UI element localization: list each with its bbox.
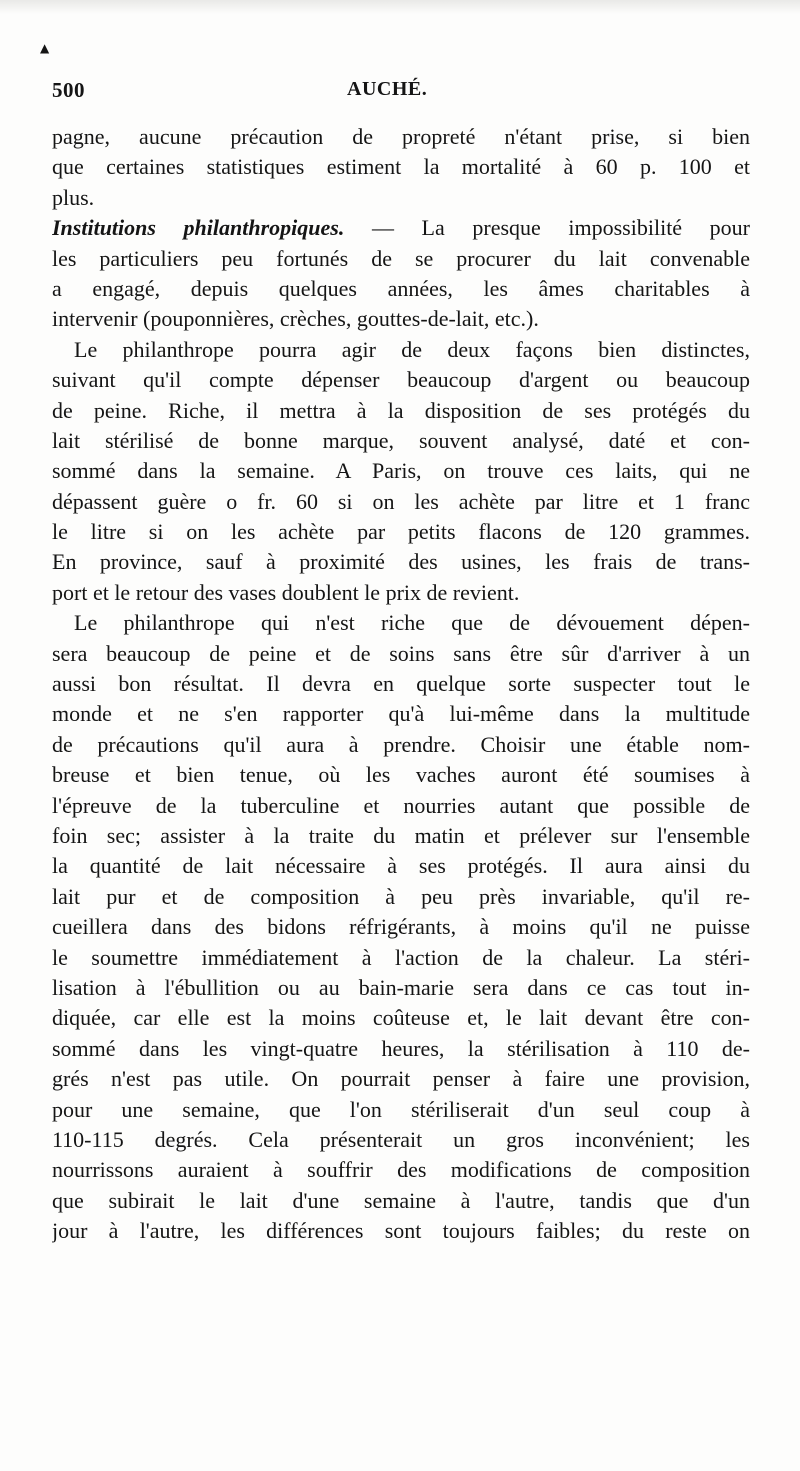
text-line-33: pour une semaine, que l'on stériliserait d'un seul coup à (52, 1096, 750, 1122)
text-line-11: lait stérilisé de bonne marque, souvent analysé, daté et con- (52, 427, 750, 453)
text-line-32: grés n'est pas utile. On pourrait penser à faire une provision, (52, 1066, 750, 1092)
margin-mark: ▲ (40, 41, 50, 55)
page-number: 500 (52, 78, 85, 102)
text-line-36: que subirait le lait d'une semaine à l'autre, tandis que d'un (52, 1187, 750, 1213)
text-line-1: pagne, aucune précaution de propreté n'étant prise, si bien (52, 124, 750, 149)
text-line-22: breuse et bien tenue, où les vaches auront été soumises à (52, 762, 750, 788)
text-line-14: le litre si on les achète par petits flacons de 120 grammes. (52, 519, 750, 545)
text-line-37: jour à l'autre, les différences sont toujours faibles; du reste on (52, 1218, 750, 1244)
text-line-10: de peine. Riche, il mettra à la disposition de ses protégés du (52, 397, 750, 423)
text-line-28: le soumettre immédiatement à l'action de la chaleur. La stéri- (52, 944, 750, 970)
text-line-24: foin sec; assister à la traite du matin et prélever sur l'ensemble (52, 822, 750, 848)
text-line-8: Le philanthrope pourra agir de deux façons bien distinctes, (74, 336, 750, 362)
text-line-15: En province, sauf à proximité des usines, les frais de trans- (52, 549, 750, 575)
text-line-25: la quantité de lait nécessaire à ses protégés. Il aura ainsi du (52, 853, 750, 879)
text-line-5: les particuliers peu fortunés de se procurer du lait convenable (52, 245, 750, 271)
text-line-35: nourrissons auraient à souffrir des modifications de composition (52, 1157, 750, 1183)
text-line-31: sommé dans les vingt-quatre heures, la stérilisation à 110 de- (52, 1035, 750, 1061)
text-line-27: cueillera dans des bidons réfrigérants, à moins qu'il ne puisse (52, 914, 750, 940)
text-line-21: de précautions qu'il aura à prendre. Choisir une étable nom- (52, 731, 750, 757)
running-head: AUCHÉ. (347, 78, 428, 100)
body-text (52, 122, 750, 1246)
text-line-29: lisation à l'ébullition ou au bain-marie sera dans ce cas tout in- (52, 974, 750, 1000)
text-line-4 (52, 213, 750, 243)
text-line-17: Le philanthrope qui n'est riche que de dévouement dépen- (74, 610, 750, 636)
page-top-edge (0, 0, 800, 14)
text-line-6: a engagé, depuis quelques années, les âmes charitables à (52, 275, 750, 301)
text-line-23: l'épreuve de la tuberculine et nourries autant que possible de (52, 792, 750, 818)
text-line-7: intervenir (pouponnières, crèches, gouttes-de-lait, etc.). (52, 306, 539, 332)
text-line-9: suivant qu'il compte dépenser beaucoup d'argent ou beaucoup (52, 367, 750, 393)
text-line-2: que certaines statistiques estiment la mortalité à 60 p. 100 et (52, 154, 750, 180)
text-line-16: port et le retour des vases doublent le prix de revient. (52, 579, 520, 605)
text-line-30: diquée, car elle est la moins coûteuse et, le lait devant être con- (52, 1005, 750, 1031)
text-line-26: lait pur et de composition à peu près invariable, qu'il re- (52, 883, 750, 909)
text-line-12: sommé dans la semaine. A Paris, on trouve ces laits, qui ne (52, 458, 750, 484)
text-line-13: dépassent guère o fr. 60 si on les achète par litre et 1 franc (52, 488, 750, 514)
text-line-4-rest: — La presque impossibilité pour (371, 215, 750, 241)
text-line-20: monde et ne s'en rapporter qu'à lui-même dans la multitude (52, 701, 750, 727)
text-line-34: 110-115 degrés. Cela présenterait un gros inconvénient; les (52, 1126, 750, 1152)
page-header (52, 78, 750, 106)
text-line-18: sera beaucoup de peine et de soins sans être sûr d'arriver à un (52, 640, 750, 666)
section-heading: Institutions philanthropiques. (52, 215, 345, 241)
text-line-19: aussi bon résultat. Il devra en quelque sorte suspecter tout le (52, 671, 750, 697)
text-line-3: plus. (52, 184, 95, 210)
